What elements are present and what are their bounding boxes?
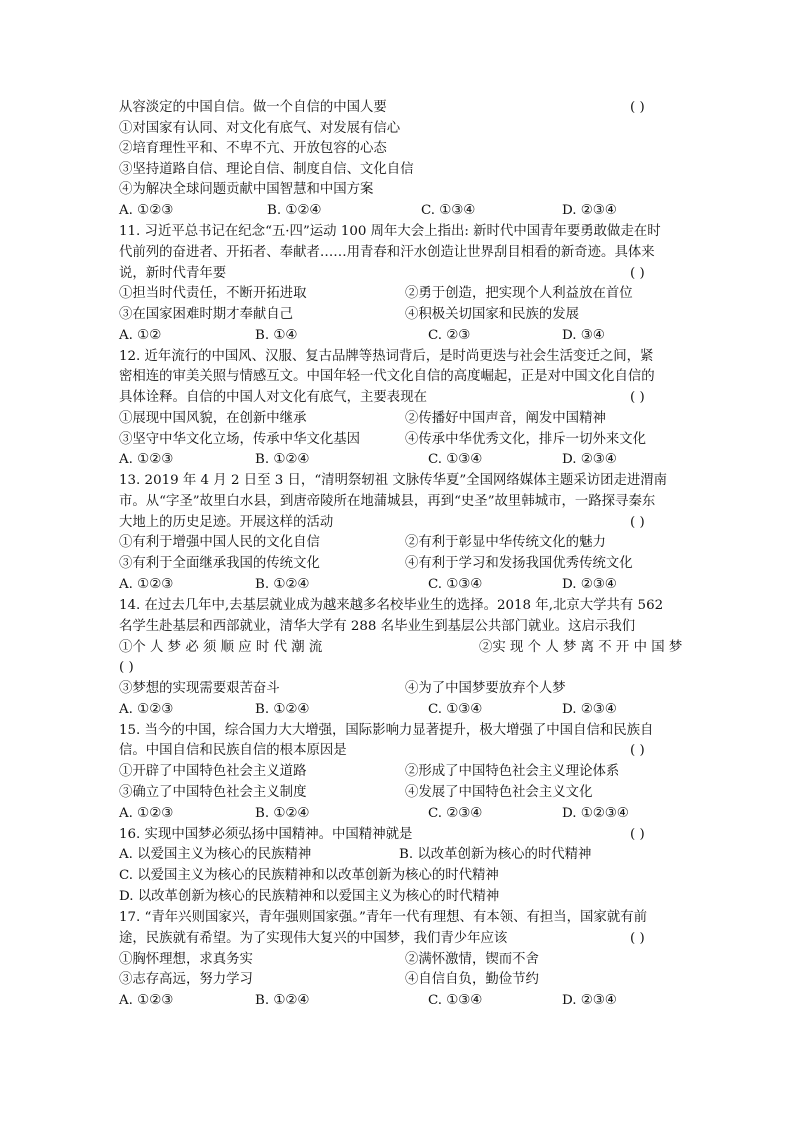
option-a[interactable]: A. ①②③ — [119, 702, 174, 717]
option-b[interactable]: B. 以改革创新为核心的时代精神 — [399, 847, 592, 862]
q16-options-row — [119, 845, 679, 865]
q14-bracket-line — [119, 658, 679, 678]
q11-stem-line: 说，新时代青年要 ( ) — [119, 264, 679, 284]
q14-stem-line: 名学生赴基层和西部就业，清华大学有 288 名毕业生到基层公共部门就业。这启示我们 — [119, 619, 636, 634]
answer-bracket[interactable]: ( ) — [630, 931, 645, 946]
intro-stem-line: 从容淡定的中国自信。做一个自信的中国人要 ( ) — [119, 98, 679, 118]
option-a[interactable]: A. ①②③ — [119, 203, 174, 218]
q11-options — [119, 326, 679, 346]
q17-items-row: ③志存高远，努力学习 ④自信自负，勤俭节约 — [119, 972, 539, 987]
q14-stem-line: 14. 在过去几年中,去基层就业成为越来越多名校毕业生的选择。2018 年,北京大学共有 562 — [119, 598, 664, 613]
answer-bracket[interactable]: ( ) — [630, 827, 645, 842]
q12-stem-line: 密相连的审美关照与情感互文。中国年轻一代文化自信的高度崛起，正是对中国文化自信的 — [119, 369, 655, 384]
option-b[interactable]: B. ①②④ — [255, 806, 310, 821]
q13-items-row: ③有利于全面继承我国的传统文化 ④有利于学习和发扬我国优秀传统文化 — [119, 556, 633, 571]
q15-stem-line: 15. 当今的中国，综合国力大大增强，国际影响力显著提升，极大增强了中国自信和民族自 — [119, 723, 654, 738]
intro-item: ①对国家有认同、对文化有底气、对发展有信心 — [119, 121, 401, 136]
option-a[interactable]: A. ①② — [119, 328, 162, 343]
q14-items-row: ①个 人 梦 必 须 顺 应 时 代 潮 流 ②实 现 个 人 梦 离 不 开 中 国 梦 — [119, 640, 683, 655]
option-c[interactable]: C. ②③ — [428, 328, 471, 343]
q11-stem-line: 11. 习近平总书记在纪念“五·四”运动 100 周年大会上指出: 新时代中国青年要勇敢做走在时 — [119, 224, 661, 239]
q13-items-row: ①有利于增强中国人民的文化自信 ②有利于彰显中华传统文化的魅力 — [119, 535, 606, 550]
q11-stem-line: 代前列的奋进者、开拓者、奉献者……用青春和汗水创造让世界刮目相看的新奇迹。具体来 — [119, 245, 655, 260]
q12-stem-line: 12. 近年流行的中国风、汉服、复古品牌等热词背后，是时尚更迭与社会生活变迁之间，紧 — [119, 349, 654, 364]
q16-option-row — [119, 866, 679, 886]
q14-options — [119, 700, 679, 720]
q12-stem-line: 具体诠释。自信的中国人对文化有底气，主要表现在 ( ) — [119, 388, 679, 408]
q16-option-row — [119, 887, 679, 907]
option-d[interactable]: D. 以改革创新为核心的民族精神和以爱国主义为核心的时代精神 — [119, 889, 500, 904]
option-d[interactable]: D. ②③④ — [562, 993, 617, 1008]
q12-items-row: ①展现中国风貌，在创新中继承 ②传播好中国声音，阐发中国精神 — [119, 411, 606, 426]
q17-items-row: ①胸怀理想，求真务实 ②满怀激情，锲而不舍 — [119, 952, 539, 967]
option-a[interactable]: A. ①②③ — [119, 806, 174, 821]
intro-item: ④为解决全球问题贡献中国智慧和中国方案 — [119, 182, 374, 197]
q17-stem-line: 17. “青年兴则国家兴，青年强则国家强。”青年一代有理想、有本领、有担当，国家就有前 — [119, 910, 647, 925]
option-a[interactable]: A. ①②③ — [119, 993, 174, 1008]
q17-options — [119, 991, 679, 1011]
option-d[interactable]: D. ③④ — [562, 328, 605, 343]
option-d[interactable]: D. ①②③④ — [562, 806, 629, 821]
q15-stem-line: 信。中国自信和民族自信的根本原因是 ( ) — [119, 741, 679, 761]
answer-bracket[interactable]: ( ) — [630, 515, 645, 530]
answer-bracket[interactable]: ( ) — [630, 100, 645, 115]
q14-items-row: ③梦想的实现需要艰苦奋斗 ④为了中国梦要放弃个人梦 — [119, 681, 566, 696]
answer-bracket[interactable]: ( ) — [630, 266, 645, 281]
option-c[interactable]: C. ①③④ — [428, 577, 483, 592]
option-c[interactable]: C. ①③④ — [421, 203, 476, 218]
option-d[interactable]: D. ②③④ — [562, 702, 617, 717]
q13-stem-line: 13. 2019 年 4 月 2 日至 3 日，“清明祭轫祖 文脉传华夏”全国网络媒体主题采访团走进渭南 — [119, 473, 668, 488]
option-a[interactable]: A. 以爱国主义为核心的民族精神 — [119, 847, 312, 862]
intro-item: ②培育理性平和、不卑不亢、开放包容的心态 — [119, 141, 387, 156]
option-c[interactable]: C. ①③④ — [428, 452, 483, 467]
option-c[interactable]: C. ①③④ — [428, 702, 483, 717]
answer-bracket[interactable]: ( ) — [630, 390, 645, 405]
q15-items-row: ③确立了中国特色社会主义制度 ④发展了中国特色社会主义文化 — [119, 785, 593, 800]
q15-items-row: ①开辟了中国特色社会主义道路 ②形成了中国特色社会主义理论体系 — [119, 764, 620, 779]
option-c[interactable]: C. 以爱国主义为核心的民族精神和以改革创新为核心的时代精神 — [119, 868, 499, 883]
q13-stem-line: 市。从“字圣”故里白水县，到唐帝陵所在地蒲城县，再到“史圣”故里韩城市，一路探寻秦东 — [119, 494, 656, 509]
q11-items-row: ③在国家困难时期才奉献自己 ④积极关切国家和民族的发展 — [119, 307, 580, 322]
q12-items-row: ③坚守中华文化立场，传承中华文化基因 ④传承中华优秀文化，排斥一切外来文化 — [119, 432, 647, 447]
intro-item: ③坚持道路自信、理论自信、制度自信、文化自信 — [119, 162, 414, 177]
q12-options — [119, 450, 679, 470]
q13-stem-line: 大地上的历史足迹。开展这样的活动 ( ) — [119, 513, 679, 533]
intro-options — [119, 201, 679, 221]
q17-stem-line: 途，民族就有希望。为了实现伟大复兴的中国梦，我们青少年应该 ( ) — [119, 929, 679, 949]
option-d[interactable]: D. ②③④ — [562, 452, 617, 467]
option-d[interactable]: D. ②③④ — [562, 203, 617, 218]
option-b[interactable]: B. ①④ — [255, 328, 298, 343]
option-c[interactable]: C. ①③④ — [428, 993, 483, 1008]
option-b[interactable]: B. ①②④ — [255, 993, 310, 1008]
option-d[interactable]: D. ②③④ — [562, 577, 617, 592]
option-c[interactable]: C. ②③④ — [428, 806, 483, 821]
q13-options — [119, 575, 679, 595]
answer-bracket[interactable]: ( ) — [119, 660, 134, 675]
option-b[interactable]: B. ①②④ — [255, 452, 310, 467]
option-a[interactable]: A. ①②③ — [119, 452, 174, 467]
q16-stem-line: 16. 实现中国梦必须弘扬中国精神。中国精神就是 ( ) — [119, 825, 679, 845]
option-b[interactable]: B. ①②④ — [255, 702, 310, 717]
option-b[interactable]: B. ①②④ — [255, 577, 310, 592]
option-a[interactable]: A. ①②③ — [119, 577, 174, 592]
answer-bracket[interactable]: ( ) — [630, 743, 645, 758]
q15-options — [119, 804, 679, 824]
option-b[interactable]: B. ①②④ — [267, 203, 322, 218]
q11-items-row: ①担当时代责任，不断开拓进取 ②勇于创造，把实现个人利益放在首位 — [119, 286, 633, 301]
